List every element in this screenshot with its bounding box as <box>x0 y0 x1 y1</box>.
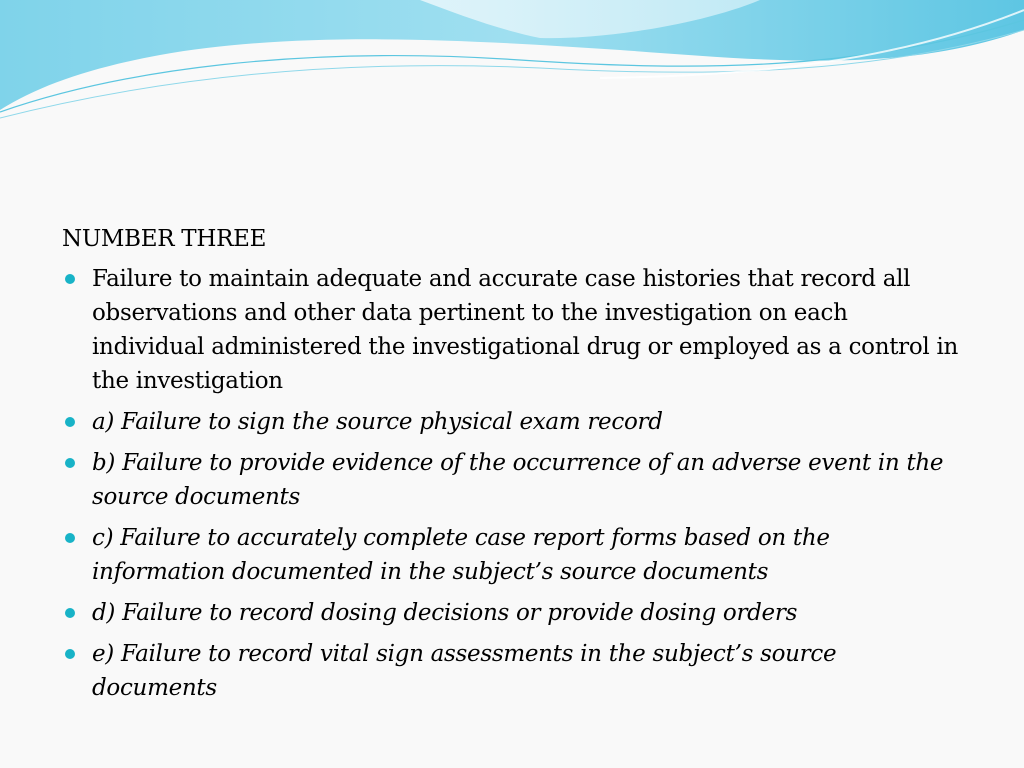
bullet-list <box>62 262 962 705</box>
bullet-item <box>62 521 962 589</box>
bullet-dot-icon <box>65 458 75 468</box>
decorative-wave-header <box>0 0 1024 130</box>
bullet-dot-icon <box>65 608 75 618</box>
bullet-dot-icon <box>65 417 75 427</box>
bullet-text: a) Failure to sign the source physical exam record <box>92 409 663 435</box>
bullet-text: e) Failure to record vital sign assessments in the subject’s source documents <box>92 641 837 701</box>
bullet-item <box>62 262 962 398</box>
bullet-text: c) Failure to accurately complete case report forms based on the information documented in the subject’s source documents <box>92 525 830 585</box>
slide-content <box>62 222 962 712</box>
slide-heading: NUMBER THREE <box>62 226 267 252</box>
bullet-text: d) Failure to record dosing decisions or provide dosing orders <box>92 600 798 626</box>
bullet-dot-icon <box>65 274 75 284</box>
bullet-item <box>62 637 962 705</box>
bullet-dot-icon <box>65 649 75 659</box>
bullet-text: Failure to maintain adequate and accurate case histories that record all observations and other data pertinent to the investigation on each individual administered the investigational drug or employed as a control in the investigation <box>92 266 959 394</box>
bullet-dot-icon <box>65 533 75 543</box>
bullet-item <box>62 596 962 630</box>
bullet-item <box>62 446 962 514</box>
bullet-text: b) Failure to provide evidence of the occurrence of an adverse event in the source documents <box>92 450 944 510</box>
bullet-item <box>62 405 962 439</box>
